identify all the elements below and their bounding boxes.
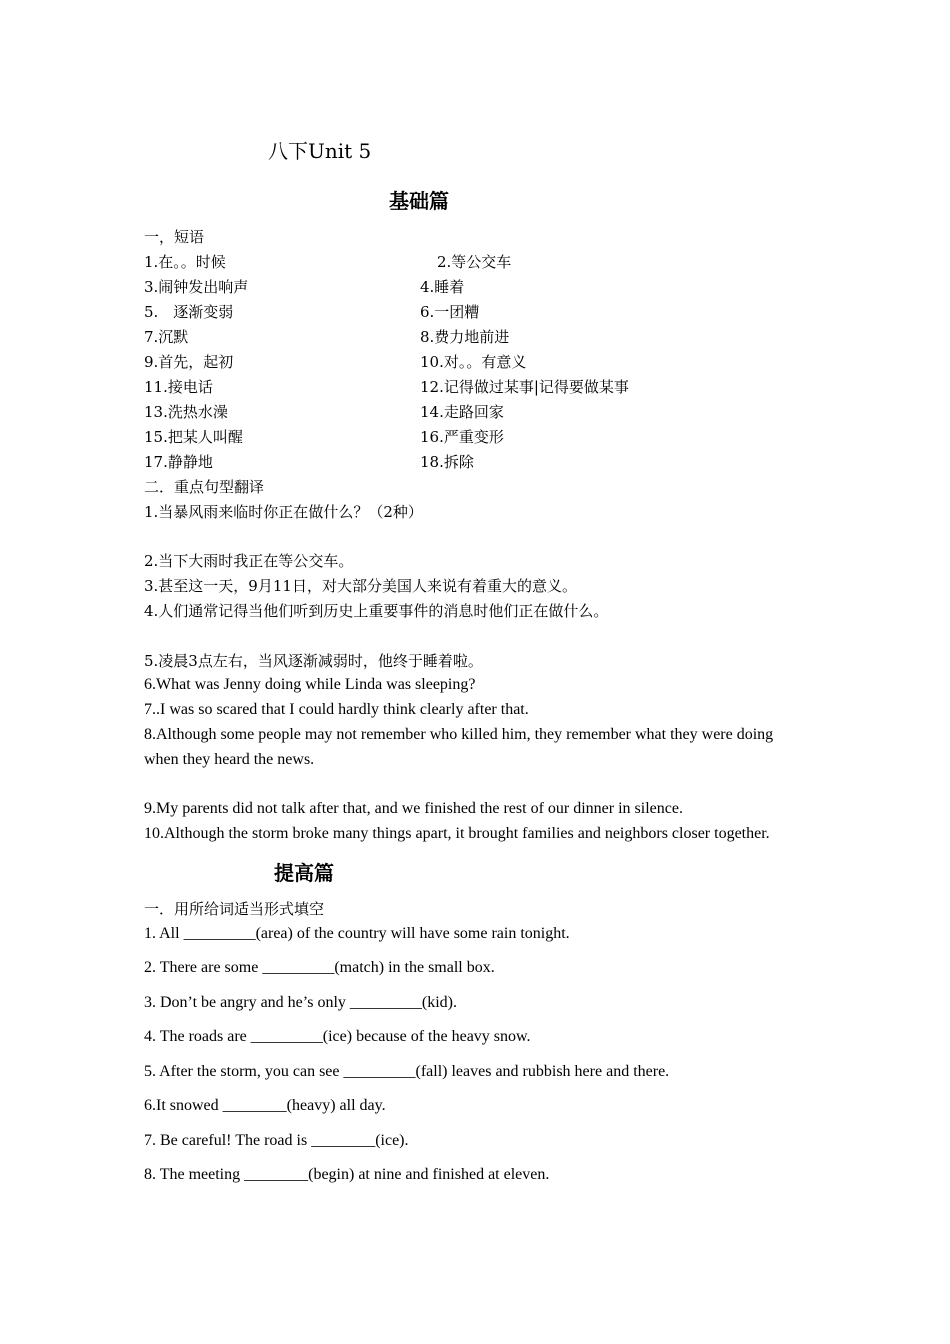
phrase-item: 6.一团糟 xyxy=(420,303,480,321)
fill-item: 2. There are some _________(match) in the small box. xyxy=(144,959,495,976)
sentence-item: 10.Although the storm broke many things apart, it brought families and neighbors closer together. xyxy=(144,825,770,842)
phrase-item: 15.把某人叫醒 xyxy=(144,428,243,446)
phrase-item: 11.接电话 xyxy=(144,378,213,396)
section-heading-advanced: 提高篇 xyxy=(274,861,334,885)
fill-item: 1. All _________(area) of the country will have some rain tonight. xyxy=(144,925,570,942)
fill-item: 6.It snowed ________(heavy) all day. xyxy=(144,1097,386,1114)
sentence-item: 8.Although some people may not remember who killed him, they remember what they were doing when they heard the news. xyxy=(144,726,774,768)
sentence-item: 2.当下大雨时我正在等公交车。 xyxy=(144,552,354,570)
phrase-item: 2.等公交车 xyxy=(437,253,512,271)
phrase-item: 8.费力地前进 xyxy=(420,328,510,346)
phrase-item: 10.对。。有意义 xyxy=(420,353,527,371)
phrase-item: 1.在。。时候 xyxy=(144,253,226,271)
sentence-item: 7..I was so scared that I could hardly think clearly after that. xyxy=(144,701,529,718)
phrase-item: 9.首先，起初 xyxy=(144,353,234,371)
phrase-item: 17.静静地 xyxy=(144,453,213,471)
phrase-item: 4.睡着 xyxy=(420,278,465,296)
phrase-item: 13.洗热水澡 xyxy=(144,403,228,421)
fill-label: 一．用所给词适当形式填空 xyxy=(144,900,325,918)
phrase-item: 5. 逐渐变弱 xyxy=(144,303,234,321)
fill-item: 5. After the storm, you can see _________(fall) leaves and rubbish here and there. xyxy=(144,1063,670,1080)
fill-item: 4. The roads are _________(ice) because of the heavy snow. xyxy=(144,1028,531,1045)
phrase-item: 7.沉默 xyxy=(144,328,189,346)
phrases-label: 一，短语 xyxy=(144,228,205,246)
phrase-item: 12.记得做过某事|记得要做某事 xyxy=(420,378,629,396)
sentence-item: 5.凌晨3点左右，当风逐渐减弱时，他终于睡着啦。 xyxy=(144,652,483,670)
phrase-item: 14.走路回家 xyxy=(420,403,504,421)
sentence-item: 9.My parents did not talk after that, and we finished the rest of our dinner in silence. xyxy=(144,800,683,817)
sentence-item: 3.甚至这一天，9月11日，对大部分美国人来说有着重大的意义。 xyxy=(144,577,577,595)
phrase-item: 18.拆除 xyxy=(420,453,474,471)
fill-item: 7. Be careful! The road is ________(ice). xyxy=(144,1132,409,1149)
page-title: 八下Unit 5 xyxy=(268,139,372,163)
phrase-item: 3.闹钟发出响声 xyxy=(144,278,249,296)
fill-item: 3. Don’t be angry and he’s only _________(kid). xyxy=(144,994,457,1011)
sentences-label: 二．重点句型翻译 xyxy=(144,478,265,496)
section-heading-basic: 基础篇 xyxy=(389,189,449,213)
sentence-item: 4.人们通常记得当他们听到历史上重要事件的消息时他们正在做什么。 xyxy=(144,602,609,620)
fill-item: 8. The meeting ________(begin) at nine and finished at eleven. xyxy=(144,1166,550,1183)
phrase-item: 16.严重变形 xyxy=(420,428,504,446)
sentence-item: 6.What was Jenny doing while Linda was sleeping? xyxy=(144,676,476,693)
sentence-item: 1.当暴风雨来临时你正在做什么？（2种） xyxy=(144,503,423,521)
